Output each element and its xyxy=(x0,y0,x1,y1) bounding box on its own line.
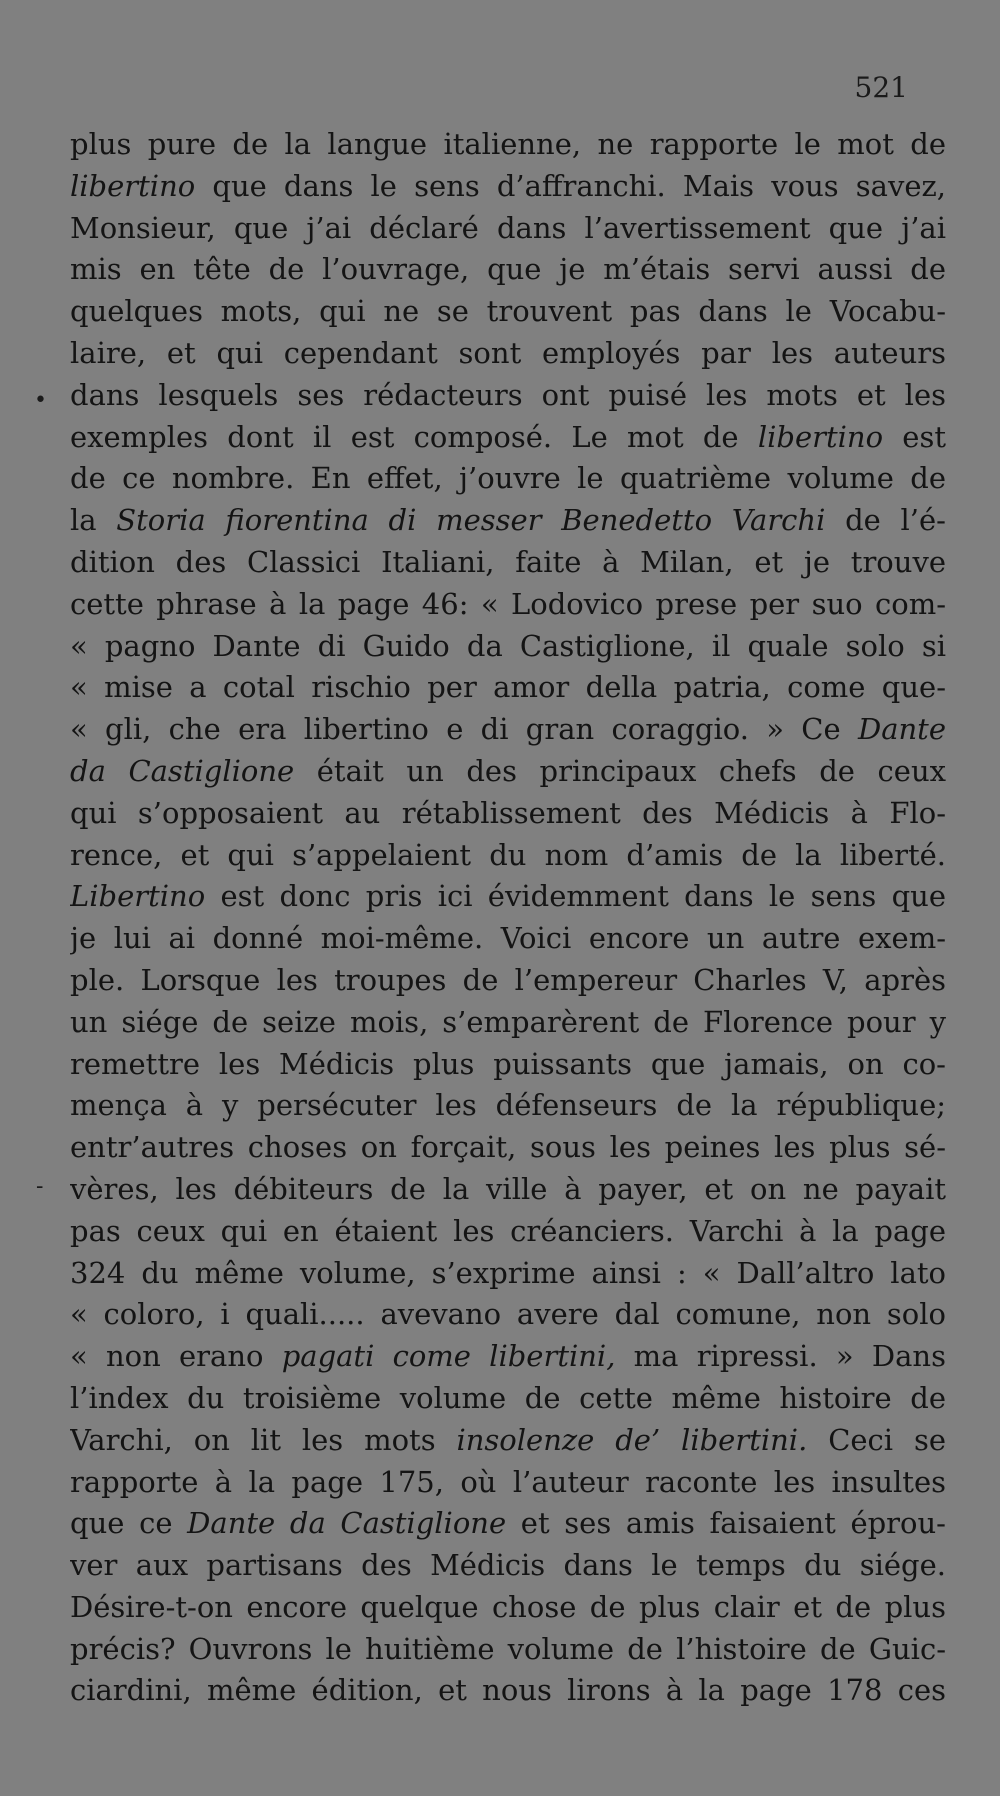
text-segment: Varchi, on lit les mots xyxy=(70,1422,457,1457)
text-line xyxy=(70,1253,946,1295)
text-segment: « gli, che era libertino e di gran coraggio. » Ce xyxy=(70,712,858,747)
text-segment: remettre les Médicis plus puissants que jamais, on co- xyxy=(70,1046,946,1081)
italic-text: da Castiglione xyxy=(70,753,295,788)
text-line xyxy=(70,417,946,459)
text-segment: ciardini, même édition, et nous lirons à la page 178 ces xyxy=(70,1673,946,1708)
text-segment: 324 du même volume, s’exprime ainsi : « Dall’altro lato xyxy=(70,1255,946,1290)
text-line xyxy=(70,1169,946,1211)
text-line xyxy=(70,667,946,709)
text-line xyxy=(70,1211,946,1253)
text-segment: exemples dont il est composé. Le mot de xyxy=(70,419,758,454)
text-line xyxy=(70,1587,946,1629)
text-line xyxy=(70,1670,946,1712)
text-line xyxy=(70,1002,946,1044)
text-segment: pas ceux qui en étaient les créanciers. Varchi à la page xyxy=(70,1213,946,1248)
text-segment: la xyxy=(70,503,117,538)
text-segment: « coloro, i quali..... avevano avere dal comune, non solo xyxy=(70,1297,946,1332)
page-number: 521 xyxy=(854,71,908,104)
text-line xyxy=(70,249,946,291)
text-segment: mença à y persécuter les défenseurs de la république; xyxy=(70,1088,946,1123)
text-segment: plus pure de la langue italienne, ne rapporte le mot de xyxy=(70,127,946,161)
text-line xyxy=(70,458,946,500)
text-line xyxy=(70,960,946,1002)
text-segment: vères, les débiteurs de la ville à payer, et on ne payait xyxy=(70,1171,946,1206)
text-line xyxy=(70,876,946,918)
text-segment: dans lesquels ses rédacteurs ont puisé les mots et les xyxy=(70,377,946,412)
text-line xyxy=(70,835,946,877)
text-line xyxy=(70,542,946,584)
text-segment: l’index du troisième volume de cette même histoire de xyxy=(70,1380,946,1415)
text-segment: rence, et qui s’appelaient du nom d’amis de la liberté. xyxy=(70,837,946,872)
text-segment: est donc pris ici évidemment dans le sens que xyxy=(205,879,946,914)
text-segment: cette phrase à la page 46: « Lodovico prese per suo com- xyxy=(70,586,946,621)
text-line xyxy=(70,375,946,417)
text-segment: est xyxy=(883,419,946,454)
text-line xyxy=(70,333,946,375)
text-line xyxy=(70,793,946,835)
text-segment: de ce nombre. En effet, j’ouvre le quatrième volume de xyxy=(70,461,946,496)
text-line xyxy=(70,1378,946,1420)
text-segment: précis? Ouvrons le huitième volume de l’histoire de Guic- xyxy=(70,1631,946,1666)
margin-bullet-mark: • xyxy=(34,388,47,413)
italic-text: Dante da Castiglione xyxy=(187,1506,507,1541)
italic-text: Storia fiorentina di messer Benedetto Varchi xyxy=(116,503,826,538)
text-segment: ple. Lorsque les troupes de l’empereur Charles V, après xyxy=(70,962,946,997)
text-segment: que ce xyxy=(70,1506,188,1541)
text-line xyxy=(70,500,946,542)
text-line xyxy=(70,124,946,166)
text-line xyxy=(70,1294,946,1336)
text-line xyxy=(70,1336,946,1378)
text-segment: et ses amis faisaient éprou- xyxy=(506,1506,946,1541)
text-line xyxy=(70,208,946,250)
text-line xyxy=(70,918,946,960)
text-segment: je lui ai donné moi-même. Voici encore un autre exem- xyxy=(70,921,946,956)
text-line xyxy=(70,709,946,751)
text-line xyxy=(70,166,946,208)
text-line xyxy=(70,1629,946,1671)
text-segment: était un des principaux chefs de ceux xyxy=(294,753,946,788)
text-line xyxy=(70,1420,946,1462)
italic-text: libertino xyxy=(757,419,884,454)
text-line xyxy=(70,1085,946,1127)
text-segment: entr’autres choses on forçait, sous les peines les plus sé- xyxy=(70,1130,946,1165)
italic-text: Dante xyxy=(857,712,946,747)
text-line xyxy=(70,1462,946,1504)
text-segment: « pagno Dante di Guido da Castiglione, il quale solo si xyxy=(70,628,946,663)
italic-text: libertino xyxy=(70,168,196,203)
text-segment: Ceci se xyxy=(807,1422,946,1457)
text-segment: qui s’opposaient au rétablissement des Médicis à Flo- xyxy=(70,795,946,830)
text-line xyxy=(70,1044,946,1086)
text-segment: Désire-t-on encore quelque chose de plus clair et de plus xyxy=(70,1589,946,1624)
text-line xyxy=(70,291,946,333)
italic-text: Libertino xyxy=(70,879,206,914)
text-line xyxy=(70,1503,946,1545)
text-segment: de l’é- xyxy=(825,503,946,538)
italic-text: insolenze de’ libertini. xyxy=(456,1422,808,1457)
margin-dash-mark: - xyxy=(36,1174,44,1199)
text-segment: que dans le sens d’affranchi. Mais vous savez, xyxy=(195,168,946,203)
text-segment: « non erano xyxy=(70,1339,282,1374)
text-segment: dition des Classici Italiani, faite à Milan, et je trouve xyxy=(70,544,946,579)
text-line xyxy=(70,1127,946,1169)
text-segment: rapporte à la page 175, où l’auteur raconte les insultes xyxy=(70,1464,946,1499)
body-text xyxy=(70,124,946,1712)
text-segment: « mise a cotal rischio per amor della patria, come que- xyxy=(70,670,946,705)
text-segment: mis en tête de l’ouvrage, que je m’étais servi aussi de xyxy=(70,252,946,287)
text-line xyxy=(70,626,946,668)
text-segment: un siége de seize mois, s’emparèrent de Florence pour y xyxy=(70,1004,946,1039)
text-line xyxy=(70,1545,946,1587)
italic-text: pagati come libertini, xyxy=(281,1339,616,1374)
text-segment: Monsieur, que j’ai déclaré dans l’avertissement que j’ai xyxy=(70,210,946,245)
text-segment: ver aux partisans des Médicis dans le temps du siége. xyxy=(70,1548,946,1583)
text-segment: quelques mots, qui ne se trouvent pas dans le Vocabu- xyxy=(70,294,946,329)
text-line xyxy=(70,584,946,626)
text-line xyxy=(70,751,946,793)
text-segment: ma ripressi. » Dans xyxy=(615,1339,946,1374)
text-segment: laire, et qui cependant sont employés par les auteurs xyxy=(70,335,946,370)
